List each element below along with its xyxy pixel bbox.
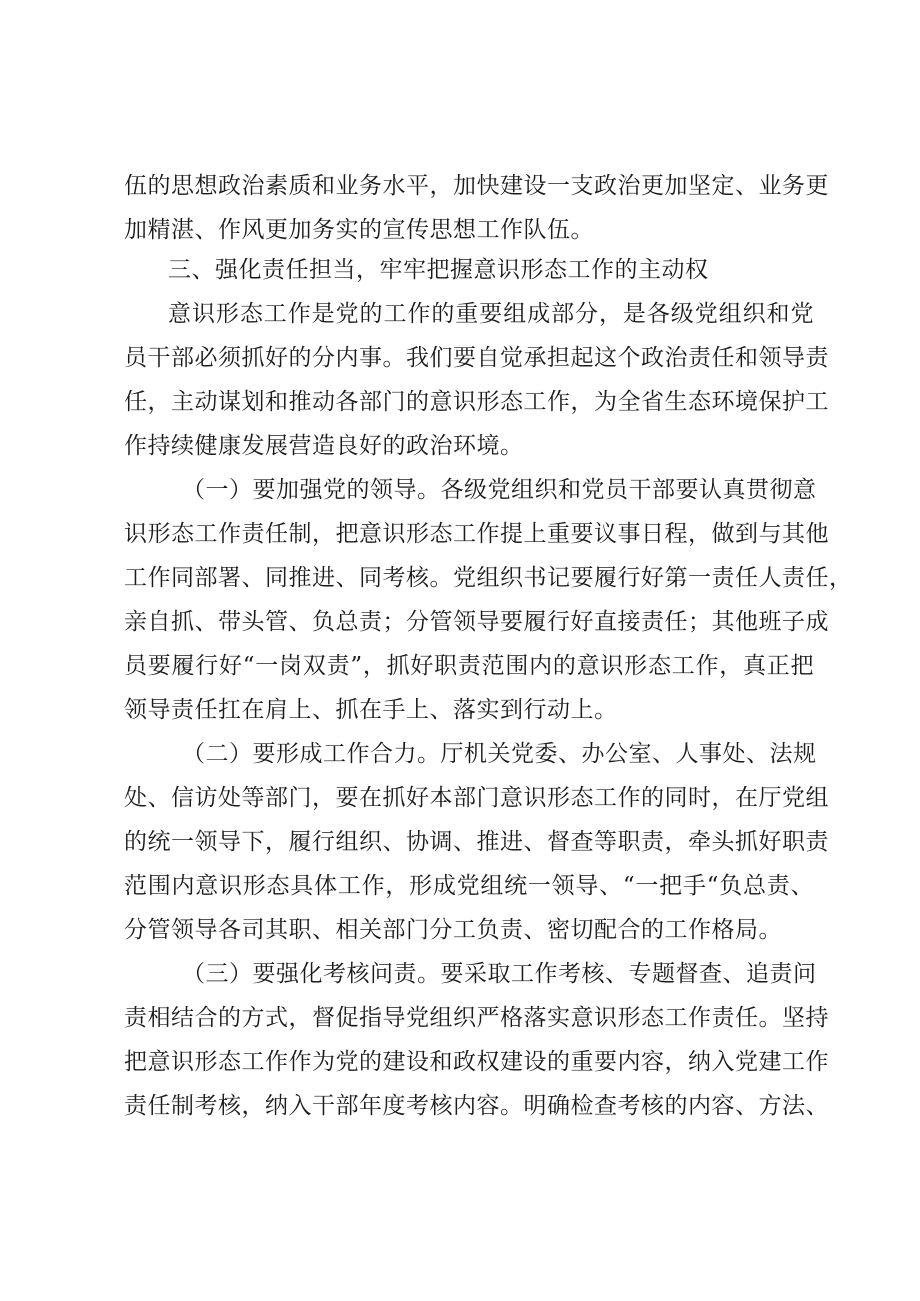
paragraph-line: （三）要强化考核问责。要采取工作考核、专题督查、追责问 bbox=[182, 961, 817, 987]
paragraph-line: 作持续健康发展营造良好的政治环境。 bbox=[124, 433, 524, 459]
paragraph-line: 员要履行好“一岗双责”，抓好职责范围内的意识形态工作，真正把 bbox=[124, 653, 814, 679]
paragraph-line: 分管领导各司其职、相关部门分工负责、密切配合的工作格局。 bbox=[124, 917, 782, 943]
paragraph-line: 工作同部署、同推进、同考核。党组织书记要履行好第一责任人责任， bbox=[124, 565, 853, 591]
paragraph-line: 识形态工作责任制，把意识形态工作提上重要议事日程，做到与其他 bbox=[124, 521, 829, 547]
paragraph-line: 伍的思想政治素质和业务水平，加快建设一支政治更加坚定、业务更 bbox=[124, 173, 829, 199]
paragraph-line: 责相结合的方式，督促指导党组织严格落实意识形态工作责任。坚持 bbox=[124, 1005, 829, 1031]
section-heading: 三、强化责任担当，牢牢把握意识形态工作的主动权 bbox=[168, 257, 709, 283]
paragraph-line: 处、信访处等部门，要在抓好本部门意识形态工作的同时，在厅党组 bbox=[124, 785, 829, 811]
paragraph-line: 的统一领导下，履行组织、协调、推进、督查等职责，牵头抓好职责 bbox=[124, 829, 829, 855]
paragraph-line: 任，主动谋划和推动各部门的意识形态工作，为全省生态环境保护工 bbox=[124, 389, 829, 415]
paragraph-line: （二）要形成工作合力。厅机关党委、办公室、人事处、法规 bbox=[182, 741, 817, 767]
paragraph-line: 范围内意识形态具体工作，形成党组统一领导、“一把手“负总责、 bbox=[124, 873, 814, 899]
paragraph-line: 员干部必须抓好的分内事。我们要自觉承担起这个政治责任和领导责 bbox=[124, 345, 829, 371]
paragraph-line: 加精湛、作风更加务实的宣传思想工作队伍。 bbox=[124, 217, 594, 243]
paragraph-line: （一）要加强党的领导。各级党组织和党员干部要认真贯彻意 bbox=[182, 477, 817, 503]
paragraph-line: 把意识形态工作作为党的建设和政权建设的重要内容，纳入党建工作 bbox=[124, 1049, 829, 1075]
paragraph-line: 意识形态工作是党的工作的重要组成部分，是各级党组织和党 bbox=[168, 301, 814, 327]
paragraph-line: 领导责任扛在肩上、抓在手上、落实到行动上。 bbox=[124, 697, 618, 723]
paragraph-line: 责任制考核，纳入干部年度考核内容。明确检查考核的内容、方法、 bbox=[124, 1093, 829, 1119]
paragraph-line: 亲自抓、带头管、负总责；分管领导要履行好直接责任；其他班子成 bbox=[124, 609, 829, 635]
